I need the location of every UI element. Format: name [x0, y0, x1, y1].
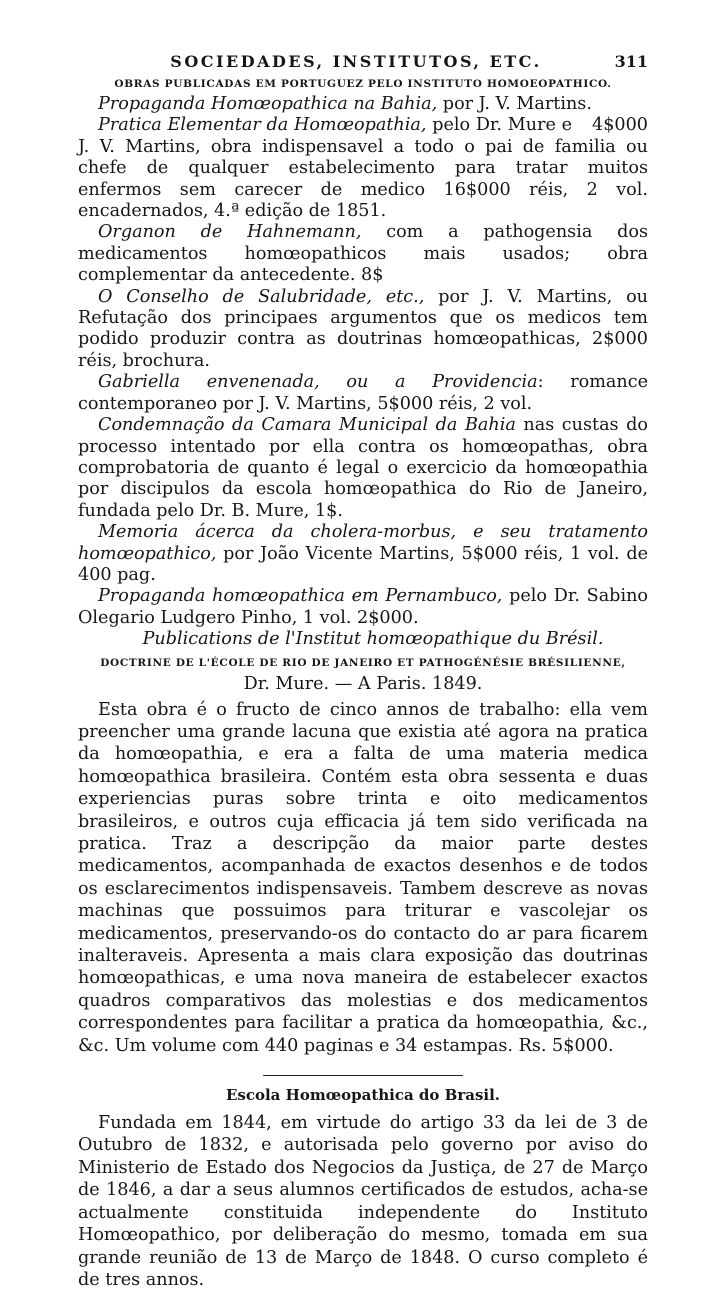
page-number: 311 — [614, 52, 648, 71]
entry-text: por J. V. Martins, ou Refutação dos principaes argumentos que os medicos tem podido produzir contra as doutrinas homœopathicas, 2$000 réis, brochura. — [78, 286, 649, 371]
section-divider — [263, 1075, 463, 1076]
entry-text: com a pathogensia dos medicamentos homœopathicos mais usados; obra complementar da antecedente. 8$ — [78, 222, 648, 286]
list-item — [78, 115, 648, 222]
entry-text: pelo Dr. Mure e J. V. Martins, obra indispensavel a todo o pai de familia ou chefe de qualquer estabelecimento para tratar muitos enfermos sem carecer de medico 16$000 réis, 2 vol. encadernados, 4.ª edição de 1851. — [78, 115, 648, 222]
school-title — [78, 1086, 648, 1104]
entry-title: O Conselho de Salubridade, etc., — [98, 286, 425, 307]
entry-text: : romance contemporaneo por J. V. Martins, 5$000 réis, 2 vol. — [78, 372, 648, 414]
body-paragraph: Fundada em 1844, em virtude do artigo 33 da lei de 3 de Outubro de 1832, e autorisada pelo governo por aviso do Ministerio de Estado dos Negocios da Justiça, de 27 de Março de 1846, a dar a seus alumnos certificados de estudos, acha-se actualmente constituida independente do Instituto Homœopathico, por deliberação do mesmo, tomada em sua grande reunião de 13 de Março de 1848. O curso completo é de tres annos. — [78, 1113, 648, 1290]
list-item — [78, 222, 648, 286]
school-title-main: Homœopathica do Brasil. — [285, 1086, 501, 1105]
entry-text: por João Vicente Martins, 5$000 réis, 1 vol. de 400 pag. — [78, 543, 648, 585]
entry-title: Condemnação da Camara Municipal da Bahia — [98, 415, 516, 436]
list-item — [78, 287, 648, 373]
entry-title: Organon de Hahnemann, — [98, 222, 362, 243]
running-title: SOCIEDADES, INSTITUTOS, ETC. — [170, 52, 542, 71]
body-paragraph: Esta obra é o fructo de cinco annos de trabalho: ella vem preencher uma grande lacuna que existia até agora na pratica da homœopathia, e era a falta de uma materia medica homœopathica brasileira. Contém esta obra sessenta e duas experiencias puras sobre trinta e oito medicamentos brasileiros, e outros cuja efficacia já tem sido verificada na pratica. Traz a descripção da maior parte destes medicamentos, acompanhada de exactos desenhos e de todos os esclarecimentos indispensaveis. Tambem descreve as novas machinas que possuimos para triturar e vascolejar os medicamentos, preservando-os do contacto do ar para ficarem inalteraveis. Apresenta a mais clara exposição das doutrinas homœopathicas, e uma nova maneira de estabelecer exactos quadros comparativos das molestias e dos medicamentos correspondentes para facilitar a pratica da homœopathia, &c., &c. Um volume com 440 paginas e 34 estampas. Rs. 5$000. — [78, 699, 648, 1056]
section-heading: DOCTRINE DE L'ÉCOLE DE RIO DE JANEIRO ET PATHOGÉNÉSIE BRÉSILIENNE, — [100, 656, 626, 669]
list-item — [78, 629, 648, 650]
entry-title: Propaganda homœopathica em Pernambuco, — [98, 586, 503, 607]
author-line: Dr. Mure. — A Paris. 1849. — [243, 673, 483, 694]
book-page — [78, 52, 648, 1291]
entry-title: Memoria ácerca da cholera-morbus, e seu tratamento homœopathico, — [78, 522, 648, 564]
list-item — [78, 586, 648, 629]
section-doctrine — [78, 657, 648, 1058]
section-heading: OBRAS PUBLICADAS EM PORTUGUEZ PELO INSTITUTO HOMOEOPATHICO. — [114, 78, 612, 90]
page-header — [78, 52, 648, 78]
entry-text: nas custas do processo intentado por ella contra os homœopathas, obra comprobatoria de quanto é legal o exercicio da homœopathia por discipulos da escola homœopathica do Rio de Janeiro, fundada pelo Dr. B. Mure, 1$. — [78, 415, 648, 521]
entry-title: Pratica Elementar da Homœopathia, — [98, 115, 427, 136]
section-published-works — [78, 78, 648, 651]
list-item — [78, 522, 648, 586]
entry-text: pelo Dr. Sabino Olegario Ludgero Pinho, 1 vol. 2$000. — [78, 586, 648, 628]
entry-price: 4$000 — [592, 115, 648, 136]
entry-title: Gabriella envenenada, ou a Providencia — [98, 372, 538, 393]
section-school — [78, 1086, 648, 1291]
entry-text: por J. V. Martins. — [437, 94, 592, 114]
list-item — [78, 372, 648, 415]
school-title-prefix: Escola — [225, 1086, 281, 1105]
list-item — [78, 415, 648, 522]
entry-title: Propaganda Homœopathica na Bahia, — [98, 94, 438, 114]
entry-title: Publications de l'Institut homœopathique du Brésil. — [142, 629, 604, 650]
